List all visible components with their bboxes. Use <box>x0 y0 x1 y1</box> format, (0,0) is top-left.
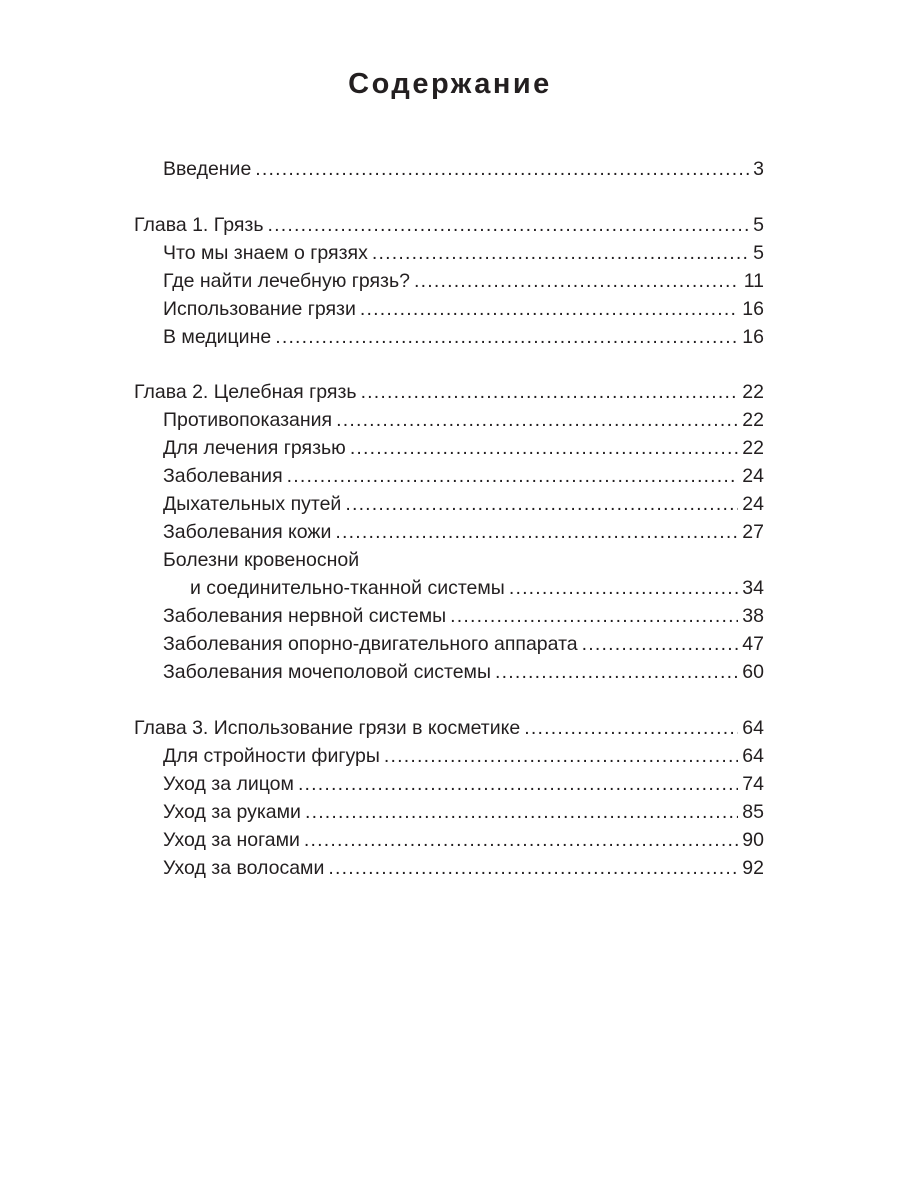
toc-entry-label: Заболевания <box>163 465 283 487</box>
toc-entry-label: Противопоказания <box>163 409 333 431</box>
toc-entry[interactable] <box>163 770 764 798</box>
toc-dot-leader <box>524 714 738 742</box>
toc-entry[interactable] <box>163 239 764 267</box>
toc-page-number: 3 <box>753 158 764 180</box>
toc-chapter-label: Глава 3. Использование грязи в косметике <box>134 717 521 739</box>
toc-entry[interactable] <box>163 434 764 462</box>
toc-page-number: 11 <box>743 270 764 292</box>
toc-entry-label: Уход за волосами <box>163 857 325 879</box>
toc-page-number: 38 <box>742 605 764 627</box>
toc-entry-introduction[interactable] <box>163 155 764 183</box>
toc-entry-chapter-1[interactable] <box>134 211 764 239</box>
toc-entry-label: Что мы знаем о грязях <box>163 242 368 264</box>
toc-dot-leader <box>361 378 739 406</box>
toc-dot-leader <box>450 602 738 630</box>
toc-entry[interactable] <box>163 267 764 295</box>
toc-entry-label: Для лечения грязью <box>163 437 346 459</box>
toc-entry[interactable] <box>163 462 764 490</box>
toc-entry[interactable] <box>163 658 764 686</box>
toc-entry[interactable] <box>163 602 764 630</box>
toc-dot-leader <box>328 854 738 882</box>
toc-entry-label: В медицине <box>163 326 272 348</box>
toc-entry[interactable] <box>163 295 764 323</box>
toc-entry-first-line[interactable] <box>163 546 359 574</box>
toc-entry-continuation[interactable] <box>190 574 764 602</box>
toc-entry-label: Дыхательных путей <box>163 493 342 515</box>
toc-entry-label: Заболевания кожи <box>163 521 332 543</box>
toc-dot-leader <box>268 211 750 239</box>
toc-entry[interactable] <box>163 630 764 658</box>
toc-page-number: 34 <box>742 577 764 599</box>
toc-entry-label: Заболевания мочеполовой системы <box>163 661 491 683</box>
toc-page-number: 92 <box>742 857 764 879</box>
toc-dot-leader <box>495 658 738 686</box>
toc-page-number: 24 <box>742 493 764 515</box>
toc-dot-leader <box>335 518 738 546</box>
toc-page-number: 74 <box>742 773 764 795</box>
toc-entry-label: Уход за лицом <box>163 773 294 795</box>
toc-dot-leader <box>345 490 738 518</box>
toc-page-number: 47 <box>742 633 764 655</box>
toc-page-number: 16 <box>742 298 764 320</box>
toc-page-number: 22 <box>742 409 764 431</box>
toc-page-number: 22 <box>742 437 764 459</box>
toc-entry[interactable] <box>163 854 764 882</box>
toc-page-number: 22 <box>742 381 764 403</box>
toc-chapter-label: Глава 2. Целебная грязь <box>134 381 357 403</box>
toc-page-number: 16 <box>742 326 764 348</box>
toc-dot-leader <box>372 239 749 267</box>
toc-entry-label: Введение <box>163 158 252 180</box>
toc-dot-leader <box>414 267 740 295</box>
toc-entry-label: Для стройности фигуры <box>163 745 380 767</box>
toc-dot-leader <box>255 155 749 183</box>
toc-entry[interactable] <box>163 406 764 434</box>
toc-dot-leader <box>336 406 738 434</box>
toc-entry-label: Где найти лечебную грязь? <box>163 270 410 292</box>
toc-entry-label: Уход за руками <box>163 801 301 823</box>
toc-entry[interactable] <box>163 323 764 351</box>
toc-dot-leader <box>298 770 738 798</box>
toc-entry-label: и соединительно-тканной системы <box>190 577 505 599</box>
toc-entry-label: Болезни кровеносной <box>163 549 360 571</box>
toc-entry-chapter-3[interactable] <box>134 714 764 742</box>
toc-dot-leader <box>582 630 739 658</box>
toc-chapter-label: Глава 1. Грязь <box>134 214 264 236</box>
toc-entry[interactable] <box>163 518 764 546</box>
toc-dot-leader <box>275 323 738 351</box>
toc-page-number: 64 <box>742 717 764 739</box>
toc-page-number: 5 <box>753 242 764 264</box>
toc-page-number: 85 <box>742 801 764 823</box>
toc-dot-leader <box>304 826 738 854</box>
toc-page-number: 5 <box>753 214 764 236</box>
toc-entry[interactable] <box>163 826 764 854</box>
toc-entry-chapter-2[interactable] <box>134 378 764 406</box>
toc-dot-leader <box>360 295 738 323</box>
toc-entry[interactable] <box>163 742 764 770</box>
toc-entry-label: Заболевания нервной системы <box>163 605 447 627</box>
toc-dot-leader <box>305 798 738 826</box>
toc-dot-leader <box>509 574 738 602</box>
page-title: Содержание <box>348 68 552 100</box>
toc-page-number: 24 <box>742 465 764 487</box>
toc-dot-leader <box>384 742 738 770</box>
toc-dot-leader <box>287 462 739 490</box>
toc-page-number: 27 <box>742 521 764 543</box>
toc-entry[interactable] <box>163 490 764 518</box>
toc-entry-label: Использование грязи <box>163 298 356 320</box>
toc-page-number: 60 <box>742 661 764 683</box>
toc-entry-label: Заболевания опорно-двигательного аппарата <box>163 633 578 655</box>
toc-page-number: 90 <box>742 829 764 851</box>
toc-entry-label: Уход за ногами <box>163 829 300 851</box>
toc-entry[interactable] <box>163 798 764 826</box>
toc-dot-leader <box>350 434 738 462</box>
toc-page-number: 64 <box>742 745 764 767</box>
